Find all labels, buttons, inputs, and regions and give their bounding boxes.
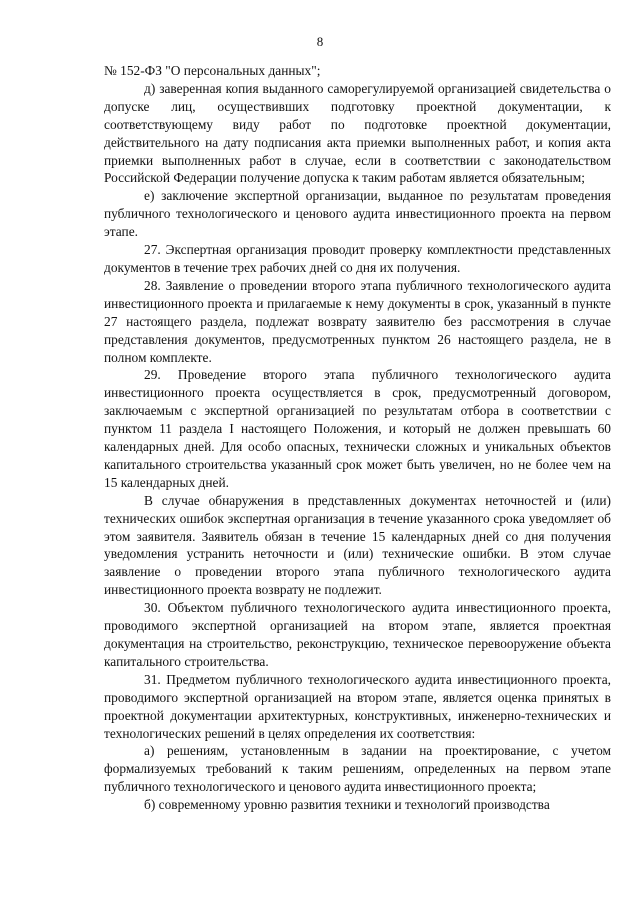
paragraph-31: 31. Предметом публичного технологического аудита инвестиционного проекта, проводимого экспертной организацией на втором этапе, является оценка принятых в проектной документации архитектурных, конструктивных, инженерно-технических и технологических решений в целях определения их соответствия: [104, 671, 611, 741]
paragraph-27: 27. Экспертная организация проводит проверку комплектности представленных документов в течение трех рабочих дней со дня их получения. [104, 242, 611, 275]
paragraph-item-e: е) заключение экспертной организации, выданное по результатам проведения публичного технологического и ценового аудита инвестиционного проекта на первом этапе. [104, 188, 611, 240]
paragraph-30: 30. Объектом публичного технологического аудита инвестиционного проекта, проводимого экспертной организацией на втором этапе, является проектная документация на строительство, реконструкцию, техническое перевооружение объекта капитального строительства. [104, 600, 611, 669]
paragraph-29-errors: В случае обнаружения в представленных документах неточностей и (или) технических ошибок экспертная организация в течение указанного срока уведомляет об этом заявителя. Заявитель обязан в течение 15 календарных дней со дня получения уведомления устранить неточности и (или) технические ошибки. В этом случае заявление о проведении второго этапа публичного технологического аудита инвестиционного проекта возврату не подлежит. [104, 492, 611, 598]
paragraph-29: 29. Проведение второго этапа публичного технологического аудита инвестиционного проекта осуществляется в срок, предусмотренный договором, заключаемым с экспертной организацией по результатам отбора в соответствии с пунктом 11 раздела I настоящего Положения, и который не должен превышать 60 календарных дней. Для особо опасных, технически сложных и уникальных объектов капитального строительства указанный срок может быть увеличен, но не более чем на 15 календарных дней. [104, 367, 611, 490]
paragraph-item-d: д) заверенная копия выданного саморегулируемой организацией свидетельства о допуске лиц, осуществивших подготовку проектной документации, к соответствующему виду работ по подготовке проектной документации, действительного на дату подписания акта приемки выполненных работ, и копия акта приемки выполненных работ в случае, если в соответствии с законодательством Российской Федерации получение допуска к таким работам является обязательным; [104, 80, 611, 186]
paragraph-law-reference: № 152-ФЗ "О персональных данных"; [104, 63, 321, 78]
paragraph-item-b: б) современному уровню развития техники и технологий производства [144, 797, 550, 813]
document-body [104, 62, 611, 814]
paragraph-item-a: а) решениям, установленным в задании на проектирование, с учетом формализуемых требований к таким решениям, определенных на первом этапе публичного технологического и ценового аудита инвестиционного проекта; [104, 743, 611, 795]
page-number: 8 [316, 34, 324, 49]
paragraph-28: 28. Заявление о проведении второго этапа публичного технологического аудита инвестиционного проекта и прилагаемые к нему документы в срок, указанный в пункте 27 настоящего раздела, подлежат возврату заявителю без рассмотрения в случае представления документов, предусмотренных пунктом 26 настоящего раздела, не в полном комплекте. [104, 277, 611, 365]
